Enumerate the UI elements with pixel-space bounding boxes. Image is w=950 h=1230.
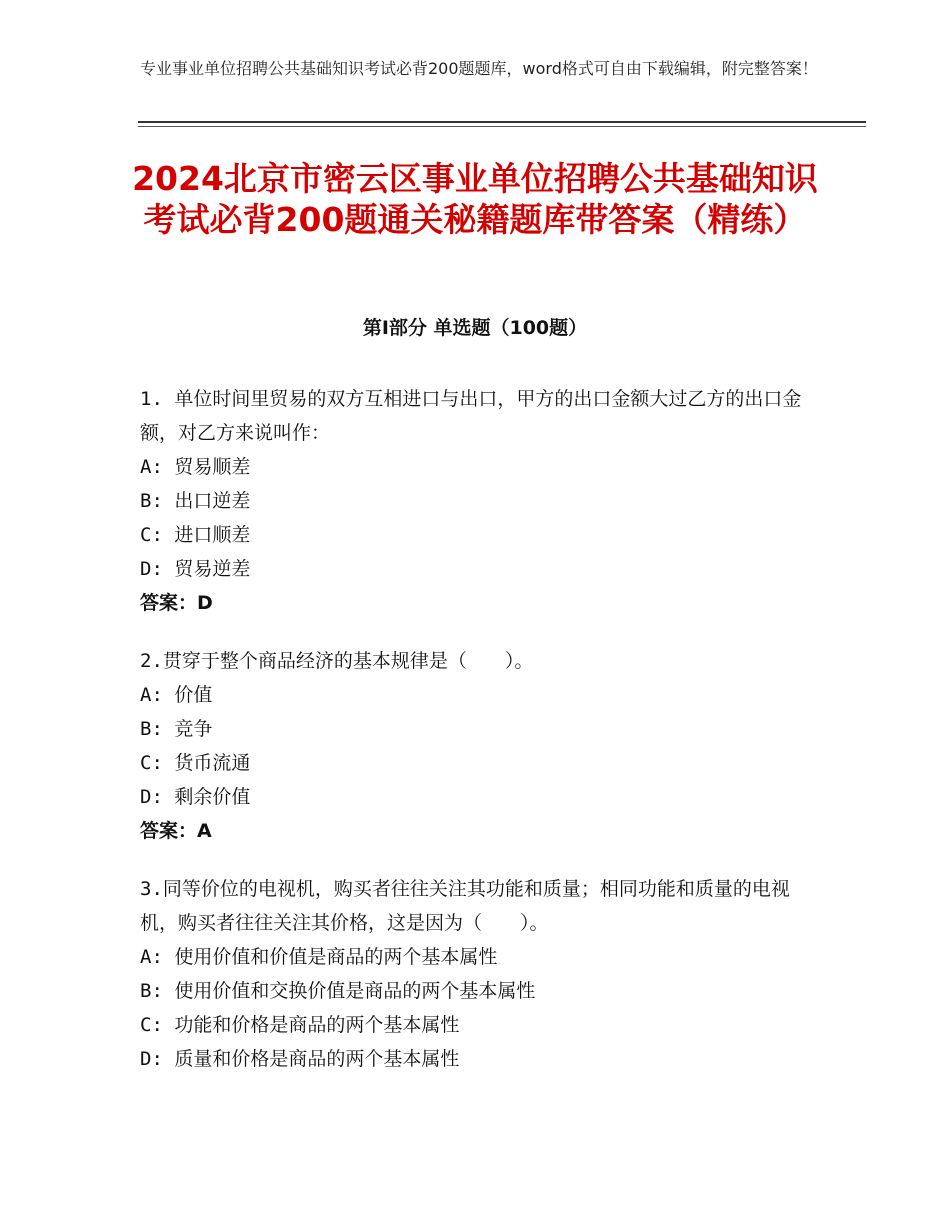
option-text: 功能和价格是商品的两个基本属性: [174, 1014, 460, 1036]
option-key: A: [140, 946, 152, 968]
question-2: [140, 644, 810, 848]
option-key: B: [140, 718, 152, 740]
option-key: D: [140, 786, 152, 808]
section-title: 第Ⅰ部分 单选题（100题）: [362, 317, 588, 339]
option-text: 使用价值和交换价值是商品的两个基本属性: [174, 980, 536, 1002]
option-text: 出口逆差: [174, 490, 251, 512]
header-rule-thick: [138, 121, 866, 123]
option-key: C: [140, 752, 152, 774]
option-text: 货币流通: [174, 752, 251, 774]
option-key: C: [140, 524, 152, 546]
question-1: [140, 382, 810, 620]
question-stem: 3.同等价位的电视机，购买者往往关注其功能和质量；相同功能和质量的电视机，购买者往往关注其价格，这是因为（ ）。: [140, 878, 790, 934]
option-a: A: 使用价值和价值是商品的两个基本属性: [140, 946, 498, 968]
option-text: 进口顺差: [174, 524, 251, 546]
option-key: A: [140, 684, 152, 706]
answer-line: 答案：A: [140, 820, 212, 842]
option-c: C: 功能和价格是商品的两个基本属性: [140, 1014, 460, 1036]
header-note: 专业事业单位招聘公共基础知识考试必背200题题库，word格式可自由下载编辑，附完整答案！: [140, 59, 818, 78]
option-key: A: [140, 456, 152, 478]
header-rule-thin: [138, 126, 866, 127]
question-stem: 1. 单位时间里贸易的双方互相进口与出口，甲方的出口金额大过乙方的出口金额，对乙方来说叫作：: [140, 388, 802, 444]
question-list: [140, 382, 810, 1100]
option-c: C: 货币流通: [140, 752, 251, 774]
option-d: D: 贸易逆差: [140, 558, 251, 580]
option-key: D: [140, 558, 152, 580]
option-key: B: [140, 490, 152, 512]
option-text: 使用价值和价值是商品的两个基本属性: [174, 946, 498, 968]
option-text: 价值: [174, 684, 213, 706]
option-c: C: 进口顺差: [140, 524, 251, 546]
question-stem: 2.贯穿于整个商品经济的基本规律是（ ）。: [140, 650, 534, 672]
answer-line: 答案：D: [140, 592, 213, 614]
option-text: 竞争: [174, 718, 213, 740]
option-text: 贸易顺差: [174, 456, 251, 478]
document-title: 2024北京市密云区事业单位招聘公共基础知识考试必背200题通关秘籍题库带答案（精练）: [132, 159, 818, 239]
option-d: D: 剩余价值: [140, 786, 251, 808]
option-b: B: 出口逆差: [140, 490, 251, 512]
option-b: B: 竞争: [140, 718, 213, 740]
option-d: D: 质量和价格是商品的两个基本属性: [140, 1048, 460, 1070]
option-key: B: [140, 980, 152, 1002]
question-3: [140, 872, 810, 1076]
option-text: 贸易逆差: [174, 558, 251, 580]
option-a: A: 价值: [140, 684, 213, 706]
option-key: C: [140, 1014, 152, 1036]
option-key: D: [140, 1048, 152, 1070]
option-a: A: 贸易顺差: [140, 456, 251, 478]
option-b: B: 使用价值和交换价值是商品的两个基本属性: [140, 980, 536, 1002]
option-text: 质量和价格是商品的两个基本属性: [174, 1048, 460, 1070]
option-text: 剩余价值: [174, 786, 251, 808]
